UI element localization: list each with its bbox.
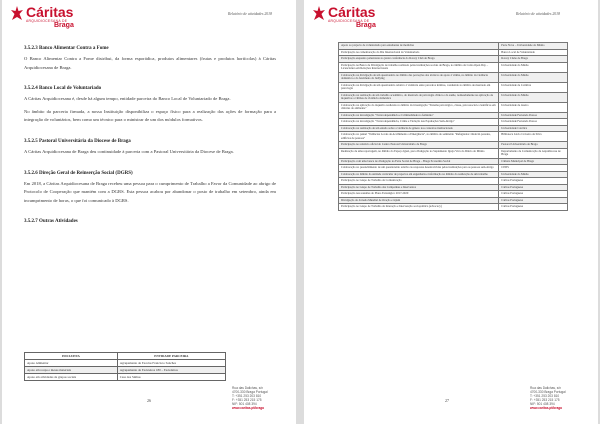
partner-cell: Universidade do Minho xyxy=(499,171,568,178)
logo-brand: Cáritas xyxy=(26,4,74,20)
left-content xyxy=(24,46,276,225)
activity-cell: Realização de uma reportagem, no âmbito do Espaço Igual, para divulgação no Suplemento Igreja Viva do Diário do Minho xyxy=(339,148,499,158)
section-heading: 3.5.2.4 Banco Local de Voluntariado xyxy=(24,86,102,92)
partner-cell: Banco Local de Voluntariado xyxy=(499,49,568,56)
partner-cell: Departamento de Comunicação da Arquidiocese de Braga xyxy=(499,148,568,158)
partner-cell: Cáritas Portuguesa xyxy=(499,178,568,185)
caritas-logo xyxy=(312,5,392,31)
partner-cell: Universidade Fernando Pessoa xyxy=(499,119,568,126)
table-row xyxy=(339,132,568,142)
activity-cell: Participação na comemoração do Dia Internacional do Voluntariado xyxy=(339,49,499,56)
footer-url[interactable]: www.caritas.pt/braga xyxy=(232,406,264,410)
table-cell: Apoio em roupa e mesas materiais xyxy=(25,367,118,374)
table-row xyxy=(339,204,568,211)
activity-cell: Colaboração na realização de um trabalho académico, do mestrado de psicologia clínica e da saúde, nomeadamente na aplicação de inquéritos a vítimas de violência doméstica xyxy=(339,92,499,102)
page-number: 26 xyxy=(147,398,151,403)
partner-cell: Cáritas Portuguesa xyxy=(499,191,568,198)
table-row xyxy=(339,92,568,102)
activity-cell: Divulgação da Jornada Mundial de Oração e Jejum xyxy=(339,197,499,204)
activity-cell: Participação com uma banca de divulgação na Feira Social de Braga – Braga Economia Social xyxy=(339,158,499,165)
page-number: 27 xyxy=(445,398,449,403)
activity-cell: Participação no Grupo de Trabalho das Campanhas e Interventos xyxy=(339,184,499,191)
footer-line: Rua das Dalichas, s/n xyxy=(232,386,264,390)
partner-cell: Parte Nova – Universidade do Minho xyxy=(499,43,568,50)
section-heading: 3.5.2.6 Direção Geral de Reinserção Social (DGRS) xyxy=(24,170,133,176)
table-row xyxy=(25,367,226,374)
table-row xyxy=(339,72,568,82)
section-heading: 3.5.2.5 Pastoral Universitária da Diocese de Braga xyxy=(24,138,131,144)
left-page xyxy=(2,0,296,424)
table-row xyxy=(25,360,226,367)
table-row xyxy=(339,82,568,92)
caritas-cross-icon xyxy=(312,6,326,24)
logo-subtitle: ARQUIDIOCESANA DE xyxy=(26,19,68,23)
footer-line: NIF: 501 408 394 xyxy=(232,402,257,406)
table-cell: Casa dos Sinhos xyxy=(117,374,225,381)
section-paragraph: A Cáritas Arquidiocesana de Braga deu continuidade à parceria com a Pastoral Universitária da Diocese de Braga. xyxy=(24,148,234,154)
activity-cell: Participação nas reuniões do Plano Estratégico 2017-2020 xyxy=(339,191,499,198)
activity-cell: Colaboração na divulgação de um questionário no âmbito das perceções dos técnicos de apoio à vítima, no âmbito da violência doméstica e do fenómeno do bullying xyxy=(339,72,499,82)
partner-cell: Universidade Fernando Pessoa xyxy=(499,112,568,119)
footer-address-left xyxy=(232,386,268,410)
partner-cell: CINIS xyxy=(499,165,568,172)
partner-cell: Cáritas Portuguesa xyxy=(499,197,568,204)
footer-line: F: +351 253 215 175 xyxy=(530,398,560,402)
footer-url[interactable]: www.caritas.pt/braga xyxy=(530,406,562,410)
activity-cell: Participação no relatório oficial do Centro Pastoral Universitário de Braga xyxy=(339,142,499,149)
activity-cell: Participação na Banca de Divulgação de trabalho realizado pelas instituições sociais de Braga, no âmbito da Caixa Open Day – Licenciatura em Relações Internacionais xyxy=(339,62,499,72)
logo-city: Braga xyxy=(356,22,376,29)
partner-cell: Universidade Católica xyxy=(499,125,568,132)
activity-cell: Colaboração no preenchimento de um questionário relativo às respostas desenvolvidas pelas instituições para as pessoas sem-abrigo xyxy=(339,165,499,172)
footer-line: NIF: 501 408 394 xyxy=(530,402,555,406)
section-paragraph: A Cáritas Arquidiocesana é, desde há algum tempo, entidade parceira do Banco Local de Voluntariado de Braga. xyxy=(24,96,231,102)
partner-cell: Universidade do Minho xyxy=(499,72,568,82)
activity-cell: Participação no Grupo de Trabalho da Comunicação xyxy=(339,178,499,185)
table-header: INICIATIVA xyxy=(25,353,118,360)
partner-cell: Biblioteca Lúcio Craveiro da Silva xyxy=(499,132,568,142)
caritas-cross-icon xyxy=(10,6,24,24)
right-page xyxy=(304,0,598,424)
table-row xyxy=(339,102,568,112)
partner-cell: Universidade do Minho xyxy=(499,92,568,102)
table-cell: Agrupamento de Escolas Francisco Sanches xyxy=(117,360,225,367)
activity-cell: Colaboração na aplicação do inquérito realizado no âmbito da investigação "Sistema psicológico, classe, psicossocial e científicos em ciências do ambiente" xyxy=(339,102,499,112)
logo-subtitle: ARQUIDIOCESANA DE xyxy=(328,19,370,23)
partner-cell: Universidade de Aveiro xyxy=(499,102,568,112)
section-paragraph: No âmbito da parceria firmada, a nossa Instituição disponibiliza o espaço físico para a realização das ações de formação para a integração de voluntários, bem como um técnico para o ministrar de um dos módulos formativos. xyxy=(24,108,276,123)
footer-line: Rua das Dalichas, s/n xyxy=(530,386,562,390)
activity-cell: Colaboração na realização de um estudo sobre a violência de género nos contextos institucionais xyxy=(339,125,499,132)
partner-cell: Universidade do Minho xyxy=(499,62,568,72)
partner-cell: Cáritas Portuguesa xyxy=(499,204,568,211)
table-cell: Apoio em atividades de grupos sociais xyxy=(25,374,118,381)
table-header: ENTIDADE PARCEIRA xyxy=(117,353,225,360)
activity-cell: Colaboração na divulgação de um questionário relativo à violência entre parceiros íntimos, conduzido no âmbito de mestrado em psicologia xyxy=(339,82,499,92)
report-title: Relatório de atividades 2018 xyxy=(516,12,560,16)
activity-cell: Participação no Grupo de Trabalho da Interação e Intervenção sociopolítica (advocacy) xyxy=(339,204,499,211)
section-heading: 3.5.2.3 Banco Alimentar Contra a Fome xyxy=(24,46,109,51)
footer-line: 4700-330 Braga Portugal xyxy=(530,390,566,394)
activities-table xyxy=(24,352,226,381)
activity-cell: Apoio ao projecto de voluntariado para estudantes de medicina xyxy=(339,43,499,50)
activity-cell: Colaboração na investigação "Toxicodependência, Crime e Violação nas Populações Sem-Abrigo" xyxy=(339,119,499,126)
activity-cell: Participação enquanto palestrante no jantar conferência do Rotary Club de Braga xyxy=(339,56,499,63)
table-row xyxy=(25,374,226,381)
activity-cell: Colaboração no âmbito da unidade curricular de projectos em engenharia e informação no âmbito da realização de um trabalho xyxy=(339,171,499,178)
section-heading: 3.5.2.7 Outras Atividades xyxy=(24,219,78,225)
table-row xyxy=(339,62,568,72)
footer-line: F: +351 253 215 175 xyxy=(232,398,262,402)
partner-cell: Pastoral Universitária de Braga xyxy=(499,142,568,149)
table-cell: Agrupamento de Escuteiros 180 – Escudeiros xyxy=(117,367,225,374)
logo-brand: Cáritas xyxy=(328,4,376,20)
caritas-logo xyxy=(10,5,90,31)
section-paragraph: O Banco Alimentar Contra a Fome distribui, da forma esporádica, produtos alimentares (frutas e produtos hortícolas) à Cáritas Arquidiocesana de Braga. xyxy=(24,56,276,70)
footer-line: T: +351 253 203 810 xyxy=(232,394,262,398)
table-row xyxy=(339,148,568,158)
footer-line: T: +351 253 203 810 xyxy=(530,394,560,398)
partner-cell: Cáritas Portuguesa xyxy=(499,184,568,191)
partner-cell: Rotary Clube de Braga xyxy=(499,56,568,63)
report-title: Relatório de atividades 2018 xyxy=(228,12,272,16)
partner-cell: Câmara Municipal de Braga xyxy=(499,158,568,165)
section-paragraph: Em 2018, a Cáritas Arquidiocesana de Braga recebeu uma pessoa para o cumprimento de Trabalho a Favor da Comunidade ao abrigo de Protocolo de Cooperação que mantém com a DGRS. Esta pessoa acabou por abandonar o posto de trabalho em setembro, ainda em incumprimento de horas, o que foi comunicado à DGRS. xyxy=(24,180,276,203)
footer-line: 4700-330 Braga Portugal xyxy=(232,390,268,394)
partnerships-table xyxy=(338,42,568,211)
table-cell: Apoio Alimentar xyxy=(25,360,118,367)
footer-address xyxy=(530,386,566,410)
activity-cell: Colaboração no painel "Valências Locais de Acolhimento a Emergência", no âmbito do seminário "Refugiados: Onde há paredes, edifícios de pessoas" xyxy=(339,132,499,142)
activity-cell: Colaboração na investigação "Toxicodependência e Criminalidade no feminino" xyxy=(339,112,499,119)
logo-city: Braga xyxy=(54,22,74,29)
partner-cell: Universidade de Coimbra xyxy=(499,82,568,92)
